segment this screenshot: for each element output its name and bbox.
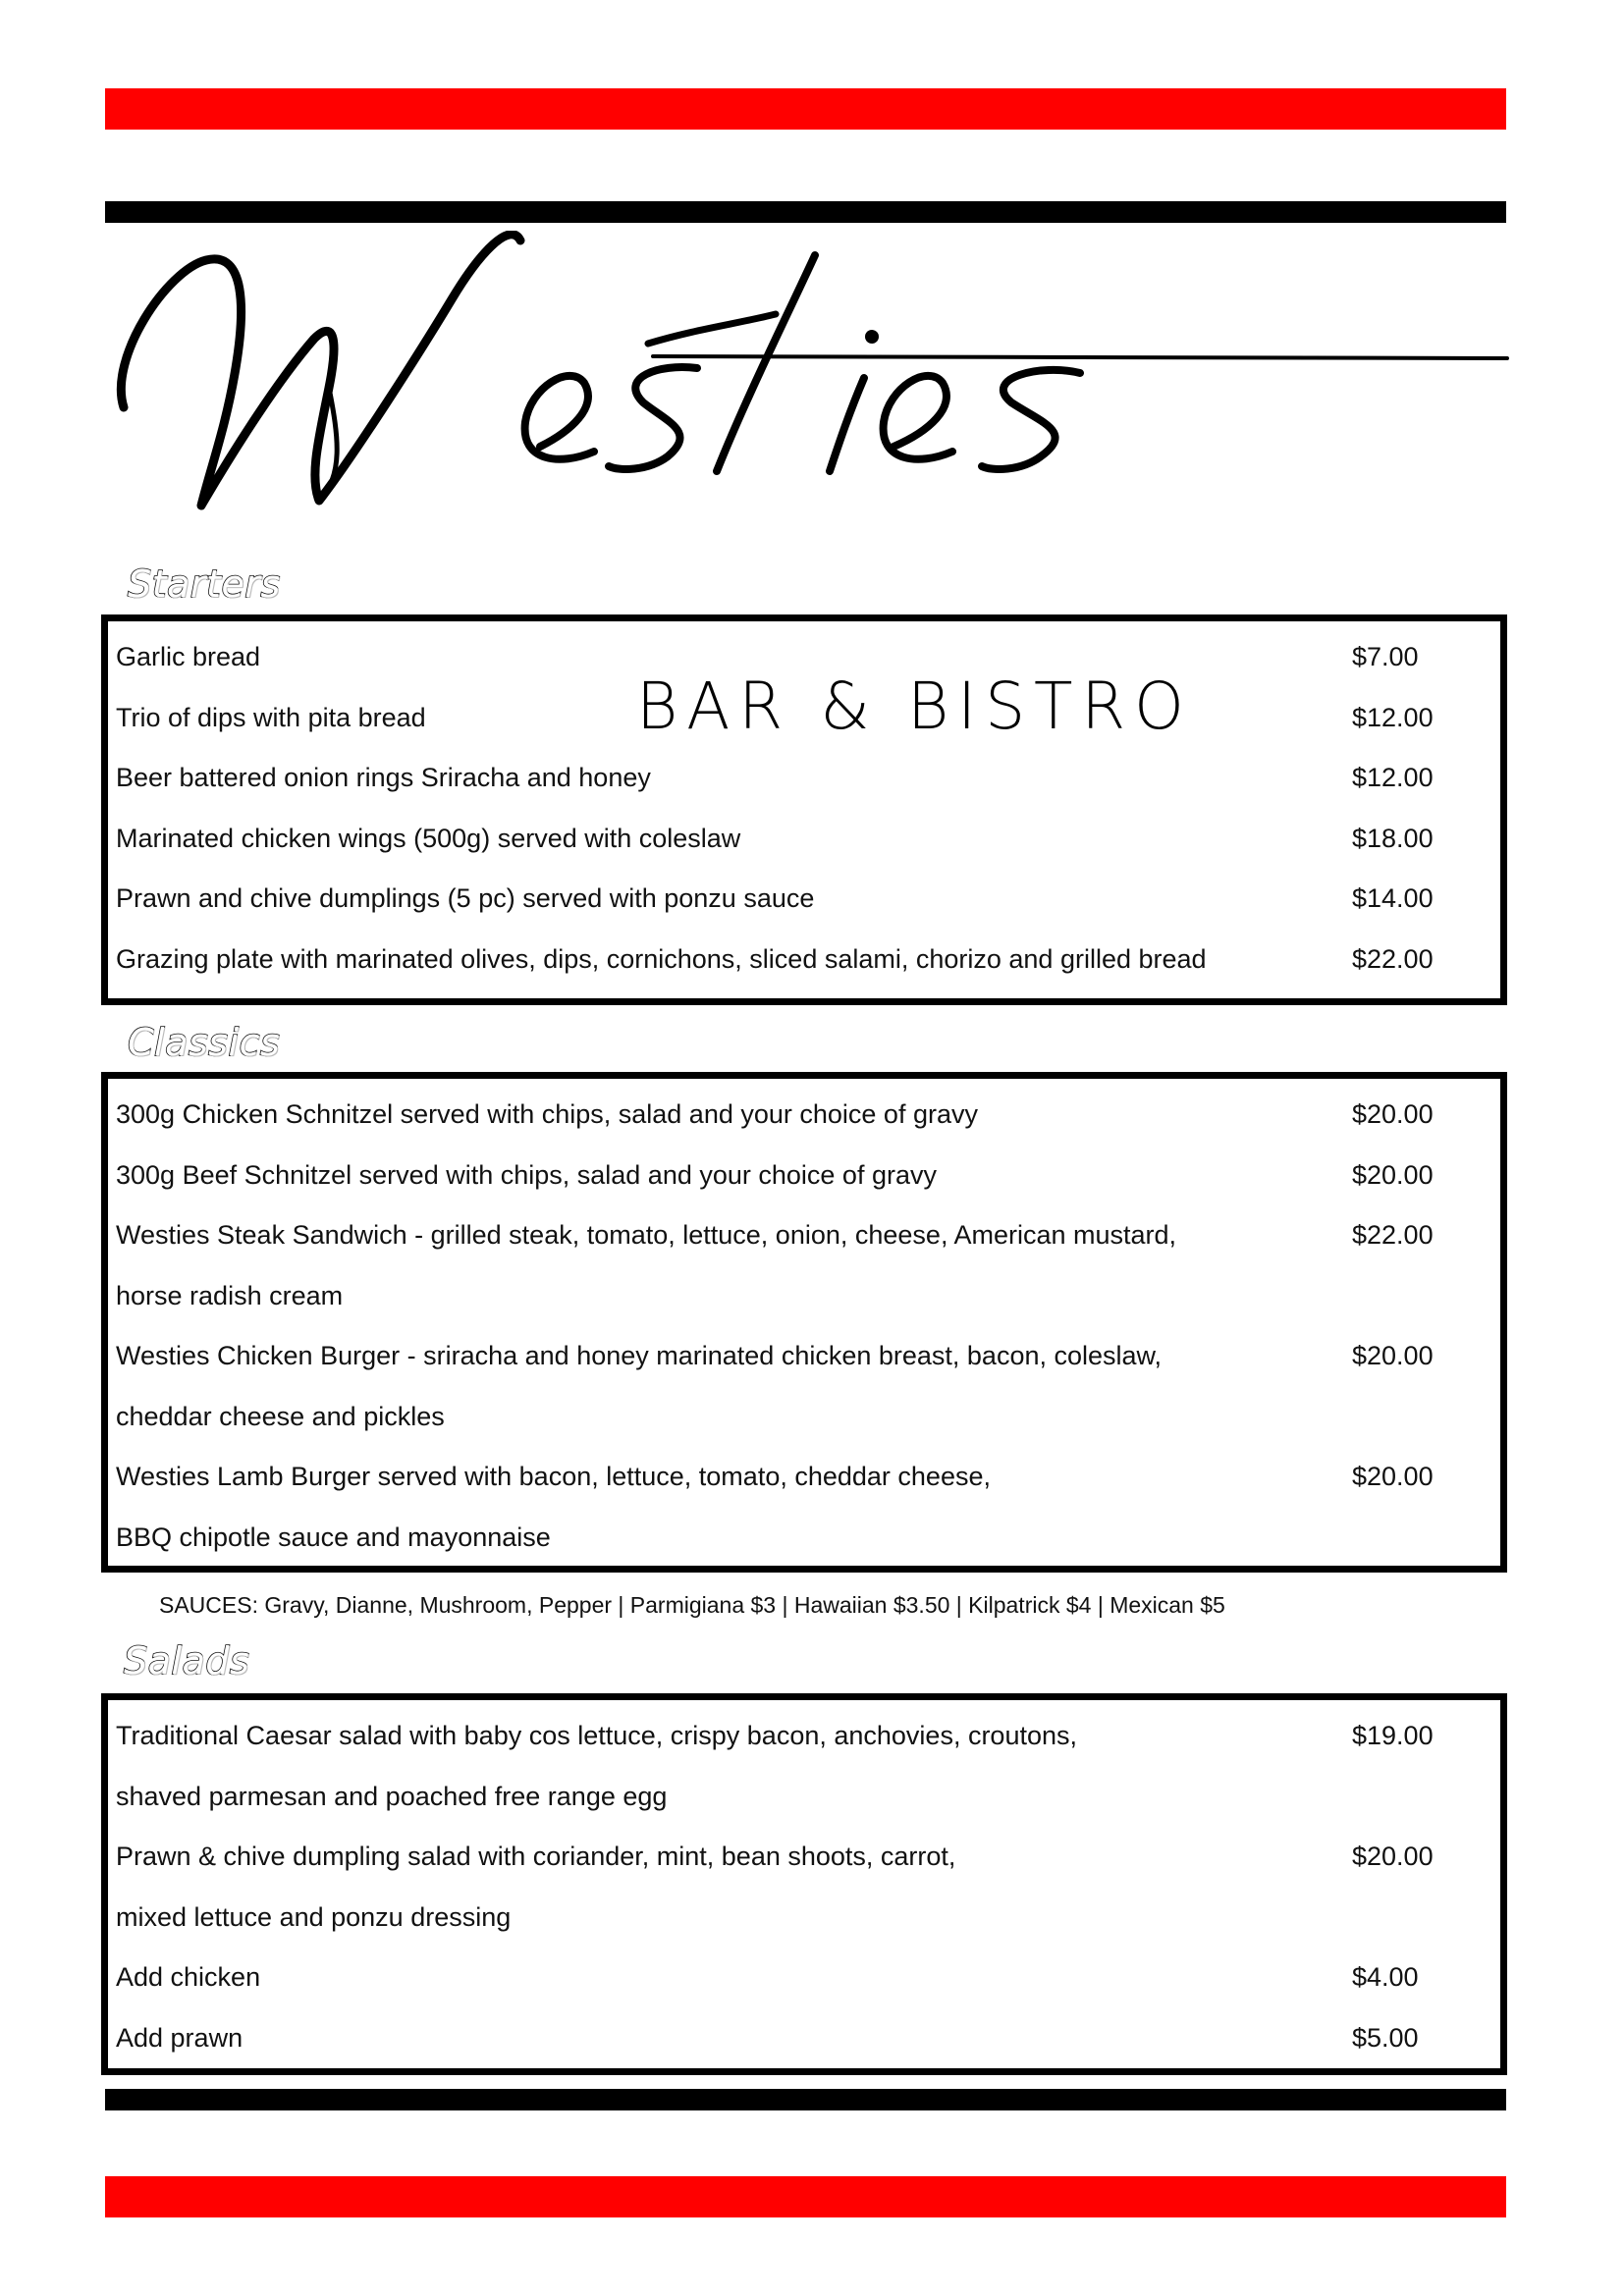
- menu-item-price: $7.00: [1352, 642, 1419, 671]
- menu-item-desc: Prawn & chive dumpling salad with coriander, mint, bean shoots, carrot,: [116, 1842, 956, 1871]
- bottom-red-bar: [105, 2176, 1506, 2217]
- menu-item-desc: Garlic bread: [116, 642, 261, 671]
- menu-item-price: $19.00: [1352, 1721, 1434, 1750]
- bottom-black-bar: [105, 2089, 1506, 2110]
- section-heading-starters: Starters: [128, 562, 281, 606]
- menu-item-desc: Prawn and chive dumplings (5 pc) served with ponzu sauce: [116, 883, 815, 913]
- menu-row-continuation: [108, 1767, 1500, 1828]
- menu-item-price: $20.00: [1352, 1842, 1434, 1871]
- top-black-bar: [105, 201, 1506, 223]
- menu-row: [108, 1326, 1500, 1387]
- menu-item-desc: Trio of dips with pita bread: [116, 702, 426, 732]
- menu-item-price: $14.00: [1352, 883, 1434, 913]
- menu-row-continuation: [108, 1387, 1500, 1448]
- menu-item-price: $12.00: [1352, 763, 1434, 792]
- classics-menu-box: [101, 1072, 1507, 1573]
- section-heading-salads: Salads: [124, 1639, 250, 1682]
- menu-row: [108, 1948, 1500, 2008]
- menu-item-price: $12.00: [1352, 702, 1434, 732]
- menu-item-price: $20.00: [1352, 1159, 1434, 1190]
- menu-row: [108, 748, 1500, 809]
- menu-row-continuation: [108, 1888, 1500, 1949]
- menu-item-desc: mixed lettuce and ponzu dressing: [116, 1901, 512, 1932]
- menu-item-desc: BBQ chipotle sauce and mayonnaise: [116, 1522, 551, 1552]
- menu-item-desc: 300g Beef Schnitzel served with chips, salad and your choice of gravy: [116, 1159, 937, 1190]
- menu-item-price: $18.00: [1352, 823, 1434, 853]
- menu-row: [108, 1085, 1500, 1146]
- menu-row-continuation: [108, 1508, 1500, 1569]
- menu-item-desc: cheddar cheese and pickles: [116, 1401, 445, 1431]
- logo-subtitle: BAR & BISTRO: [636, 668, 1193, 744]
- menu-item-desc: Traditional Caesar salad with baby cos lettuce, crispy bacon, anchovies, croutons,: [116, 1721, 1078, 1750]
- menu-item-price: $4.00: [1352, 1962, 1419, 1992]
- menu-row: [108, 1706, 1500, 1767]
- menu-item-desc: Westies Steak Sandwich - grilled steak, tomato, lettuce, onion, cheese, American mustard,: [116, 1220, 1177, 1250]
- menu-item-price: $20.00: [1352, 1099, 1434, 1129]
- top-red-bar: [105, 88, 1506, 130]
- menu-item-desc: shaved parmesan and poached free range egg: [116, 1781, 668, 1811]
- menu-row: [108, 869, 1500, 930]
- sauces-note: SAUCES: Gravy, Dianne, Mushroom, Pepper | Parmigiana $3 | Hawaiian $3.50 | Kilpatrick $4 | Mexican $5: [159, 1592, 1225, 1618]
- menu-row: [108, 2008, 1500, 2069]
- menu-row: [108, 627, 1500, 688]
- menu-row: [108, 1205, 1500, 1266]
- section-heading-classics: Classics: [128, 1021, 281, 1064]
- menu-item-price: $5.00: [1352, 2022, 1419, 2053]
- menu-row: [108, 1447, 1500, 1508]
- menu-item-desc: Beer battered onion rings Sriracha and honey: [116, 763, 651, 792]
- starters-menu-box: [101, 614, 1507, 1005]
- menu-row-continuation: [108, 1266, 1500, 1327]
- menu-item-desc: Add chicken: [116, 1962, 261, 1992]
- menu-item-desc: 300g Chicken Schnitzel served with chips, salad and your choice of gravy: [116, 1099, 978, 1129]
- menu-row: [108, 688, 1500, 749]
- menu-item-desc: Grazing plate with marinated olives, dips, cornichons, sliced salami, chorizo and grilled bread: [116, 943, 1207, 974]
- menu-item-desc: Westies Lamb Burger served with bacon, lettuce, tomato, cheddar cheese,: [116, 1462, 991, 1491]
- salads-menu-box: [101, 1693, 1507, 2075]
- menu-row: [108, 930, 1500, 990]
- menu-item-desc: horse radish cream: [116, 1280, 344, 1310]
- menu-item-price: $20.00: [1352, 1462, 1434, 1491]
- menu-row: [108, 1146, 1500, 1206]
- menu-item-desc: Westies Chicken Burger - sriracha and honey marinated chicken breast, bacon, coleslaw,: [116, 1341, 1163, 1370]
- menu-item-price: $20.00: [1352, 1341, 1434, 1370]
- menu-row: [108, 1827, 1500, 1888]
- menu-item-desc: Add prawn: [116, 2022, 244, 2053]
- menu-item-price: $22.00: [1352, 1220, 1434, 1250]
- menu-item-desc: Marinated chicken wings (500g) served with coleslaw: [116, 823, 741, 853]
- menu-row: [108, 809, 1500, 870]
- menu-item-price: $22.00: [1352, 943, 1434, 974]
- script-wordmark-icon: [108, 231, 1522, 525]
